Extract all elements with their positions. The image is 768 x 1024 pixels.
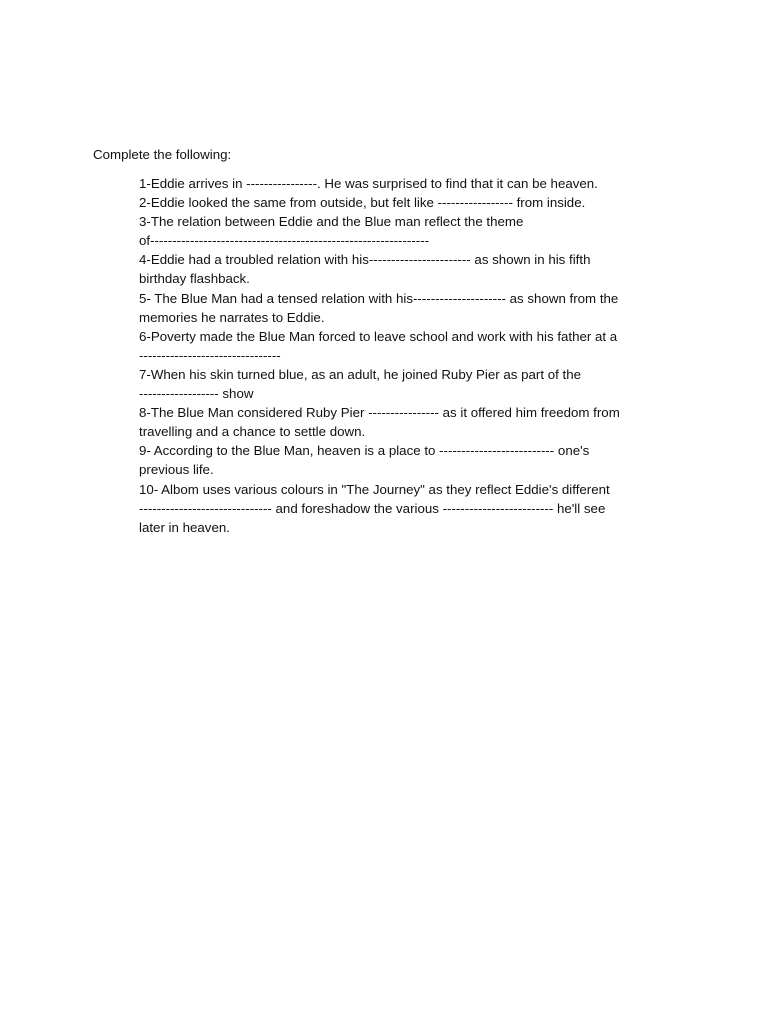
question-item — [139, 174, 669, 193]
question-line: ------------------------------ and foreshadow the various ------------------------- he'll see — [139, 500, 606, 516]
question-list — [139, 174, 669, 537]
question-item — [139, 193, 669, 212]
question-line: 3-The relation between Eddie and the Blue man reflect the theme — [139, 214, 524, 230]
question-item — [139, 327, 669, 365]
question-line: 1-Eddie arrives in ----------------. He was surprised to find that it can be heaven. — [139, 176, 598, 191]
question-line: 9- According to the Blue Man, heaven is a place to -------------------------- one's — [139, 443, 590, 459]
question-line: memories he narrates to Eddie. — [139, 309, 325, 325]
question-item — [139, 403, 669, 441]
question-line: 2-Eddie looked the same from outside, but felt like ----------------- from inside. — [139, 195, 586, 211]
question-line: travelling and a chance to settle down. — [139, 424, 366, 440]
question-line: -------------------------------- — [139, 347, 281, 363]
question-line: 7-When his skin turned blue, as an adult, he joined Ruby Pier as part of the — [139, 366, 582, 382]
question-item — [139, 365, 669, 403]
question-line: 6-Poverty made the Blue Man forced to leave school and work with his father at a — [139, 328, 618, 344]
question-item — [139, 289, 669, 327]
question-item — [139, 250, 669, 288]
question-line: 10- Albom uses various colours in "The Journey" as they reflect Eddie's different — [139, 481, 610, 497]
question-line: later in heaven. — [139, 519, 230, 535]
question-item — [139, 441, 669, 479]
question-line: of--------------------------------------------------------------- — [139, 233, 430, 249]
question-line: previous life. — [139, 462, 214, 478]
question-line: 8-The Blue Man considered Ruby Pier ---------------- as it offered him freedom from — [139, 405, 620, 421]
question-line: ------------------ show — [139, 386, 254, 402]
question-line: birthday flashback. — [139, 271, 250, 287]
question-line: 4-Eddie had a troubled relation with his----------------------- as shown in his fifth — [139, 252, 591, 268]
question-item — [139, 480, 669, 537]
instructions-heading: Complete the following: — [93, 147, 232, 162]
question-item — [139, 212, 669, 250]
question-line: 5- The Blue Man had a tensed relation with his--------------------- as shown from the — [139, 290, 619, 306]
